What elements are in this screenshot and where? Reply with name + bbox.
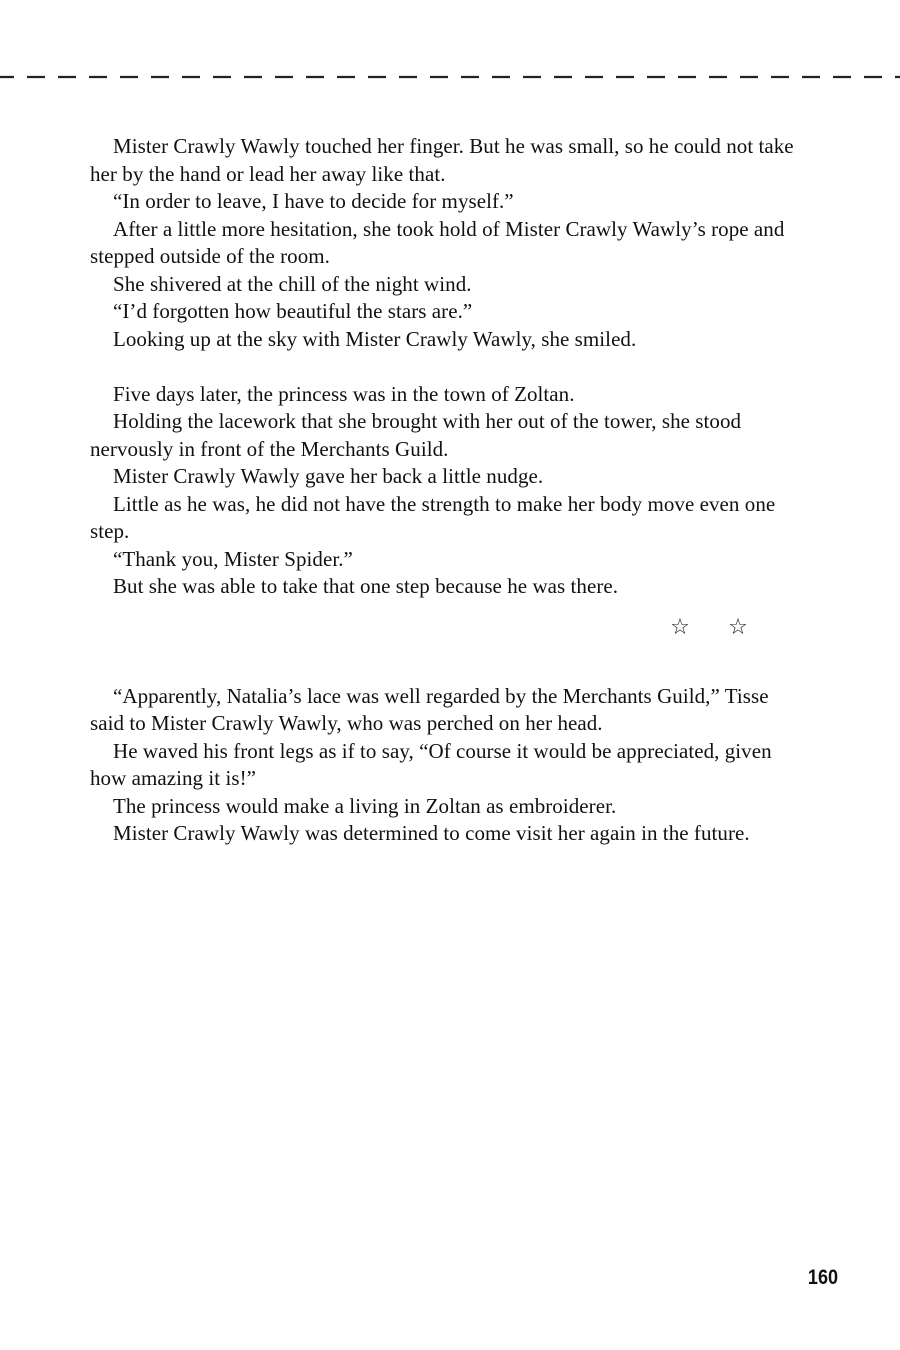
paragraph: The princess would make a living in Zoltan as embroiderer. (113, 793, 617, 818)
paragraph: Little as he was, he did not have the strength to make her body move even one step. (90, 491, 776, 543)
paragraph: Five days later, the princess was in the town of Zoltan. (113, 381, 575, 406)
paragraph: “I’d forgotten how beautiful the stars are.” (113, 299, 473, 323)
scene-break-stars (90, 614, 750, 642)
section-spacer (90, 353, 805, 381)
paragraph: Mister Crawly Wawly was determined to come visit her again in the future. (113, 821, 750, 845)
paragraph: Holding the lacework that she brought with her out of the tower, she stood nervously in front of the Merchants Guild. (90, 409, 742, 461)
paragraph: Mister Crawly Wawly gave her back a little nudge. (113, 464, 544, 488)
body-text (90, 133, 805, 848)
paragraph: “In order to leave, I have to decide for myself.” (113, 189, 514, 213)
paragraph: “Thank you, Mister Spider.” (113, 546, 353, 571)
page-number: 160 (807, 1266, 838, 1289)
paragraph: She shivered at the chill of the night wind. (113, 271, 472, 296)
paragraph: After a little more hesitation, she took hold of Mister Crawly Wawly’s rope and stepped outside of the room. (90, 216, 785, 268)
paragraph: Mister Crawly Wawly touched her finger. But he was small, so he could not take her by the hand or lead her away like that. (90, 134, 794, 186)
star-icon: ☆ (728, 614, 748, 640)
paragraph: But she was able to take that one step because he was there. (113, 574, 619, 598)
paragraph: “Apparently, Natalia’s lace was well regarded by the Merchants Guild,” Tisse said to Mister Crawly Wawly, who was perched on her head. (90, 683, 769, 735)
scene-break (90, 601, 805, 683)
star-icon: ☆ (670, 614, 690, 640)
dashed-header-rule (0, 70, 900, 84)
paragraph: He waved his front legs as if to say, “Of course it would be appreciated, given how amazing it is!” (90, 738, 772, 790)
paragraph: Looking up at the sky with Mister Crawly Wawly, she smiled. (113, 326, 637, 351)
